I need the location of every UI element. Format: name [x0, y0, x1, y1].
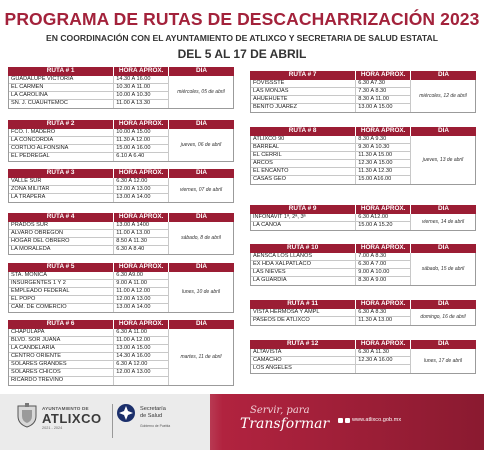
route-body [8, 129, 234, 162]
place-cell: EL CERRIL [251, 152, 356, 159]
dia-header: DIA [411, 71, 476, 80]
hora-header: HORA APROX. [114, 169, 168, 178]
place-cell: LA GUARDIA [251, 277, 356, 285]
time-cell: 15.00 A16.00 [358, 176, 392, 183]
route-header [8, 169, 234, 178]
table-row [251, 269, 410, 277]
place-cell: CÁM. DE COMERCIO [9, 304, 114, 312]
route-block [8, 169, 234, 203]
route-name: RUTA # 7 [250, 71, 355, 80]
route-body [250, 214, 476, 231]
day-cell: domingo, 16 de abril [410, 309, 475, 325]
place-cell: AENSCA LOS LLANOS [251, 253, 356, 260]
table-row [9, 230, 168, 238]
footer-divider [112, 404, 113, 438]
route-header [8, 213, 234, 222]
dia-header: DIA [169, 169, 234, 178]
table-row [9, 272, 168, 280]
salud-logo-icon [116, 403, 136, 423]
place-cell: PRADOS SUR [9, 222, 114, 229]
place-cell: EL POPO [9, 296, 114, 303]
time-cell: 10.30 A 11.00 [116, 84, 151, 90]
route-block [250, 71, 476, 113]
dia-header: DIA [169, 213, 234, 222]
table-row [9, 361, 168, 369]
time-cell: 6.30 A 12.00 [116, 361, 148, 367]
route-body [250, 253, 476, 286]
time-cell: 12.00 A 13.00 [116, 296, 151, 302]
table-row [9, 186, 168, 194]
table-row [251, 104, 410, 112]
route-header [250, 300, 476, 309]
table-row [251, 309, 410, 317]
table-row [251, 96, 410, 104]
table-row [9, 345, 168, 353]
date-range: DEL 5 AL 17 DE ABRIL [177, 47, 307, 61]
table-row [9, 194, 168, 202]
route-name: RUTA # 8 [250, 127, 355, 136]
place-cell: LA CANOA [251, 222, 356, 230]
route-block [8, 67, 234, 109]
time-cell: 8.30 A 9.00 [358, 277, 387, 284]
table-row [251, 349, 410, 357]
place-cell: FCO. I. MADERO [9, 129, 114, 136]
hora-header: HORA APROX. [356, 127, 410, 136]
place-cell: CENTRO ORIENTE [9, 353, 114, 360]
table-row [9, 84, 168, 92]
time-cell: 7.30 A 8.30 [358, 88, 387, 94]
route-name: RUTA # 5 [8, 263, 113, 272]
table-row [251, 168, 410, 176]
time-cell: 13.00 A 15.00 [116, 345, 151, 351]
route-block [250, 244, 476, 286]
hora-header: HORA APROX. [356, 244, 410, 253]
route-header [8, 67, 234, 76]
place-cell: LA CONCORDIA [9, 137, 114, 144]
time-cell: 12.00 A 13.00 [116, 369, 151, 375]
route-block [8, 213, 234, 255]
time-cell: 14.30 A 16.00 [116, 76, 151, 82]
time-cell: 10.00 A 10.30 [116, 92, 151, 98]
route-body [250, 349, 476, 374]
time-cell: 6.30 A 7.00 [358, 261, 387, 267]
place-cell: CAMACHO [251, 357, 356, 364]
place-cell: LAS NIEVES [251, 269, 356, 276]
time-cell [356, 365, 410, 373]
place-cell: RICARDO TREVIÑO [9, 377, 114, 385]
dia-header: DIA [411, 244, 476, 253]
dia-header: DIA [169, 263, 234, 272]
place-cell: SOLARES GRANDES [9, 361, 114, 368]
table-row [9, 92, 168, 100]
route-name: RUTA # 2 [8, 120, 113, 129]
table-row [9, 145, 168, 153]
table-row [9, 337, 168, 345]
dia-header: DIA [169, 120, 234, 129]
place-cell: EL ENCANTO [251, 168, 356, 175]
route-block [250, 127, 476, 185]
time-cell: 6.30 A7.30 [358, 80, 386, 86]
time-cell: 11.30 A 12.00 [116, 137, 151, 143]
time-cell: 11.00 A 13.30 [116, 100, 151, 107]
place-cell: ÁLVARO OBREGÓN [9, 230, 114, 237]
dia-header: DIA [169, 67, 234, 76]
day-cell: jueves, 06 de abril [168, 129, 233, 161]
gobierno-puebla-label: Gobierno de Puebla [140, 424, 171, 428]
place-cell: EL CARMEN [9, 84, 114, 91]
time-cell: 9.00 A 10.00 [358, 269, 390, 275]
route-header [250, 205, 476, 214]
page-subtitle: EN COORDINACIÓN CON EL AYUNTAMIENTO DE ATLIXCO Y SECRETARIA DE SALUD ESTATAL [46, 33, 438, 43]
day-cell: jueves, 13 de abril [410, 136, 475, 184]
table-row [9, 329, 168, 337]
route-body [250, 309, 476, 326]
route-header [8, 320, 234, 329]
time-cell: 11.00 A 13.00 [116, 230, 151, 236]
route-name: RUTA # 6 [8, 320, 113, 329]
place-cell: LA CAROLINA [9, 92, 114, 99]
time-cell: 12.30 A 15.00 [358, 160, 393, 166]
dia-header: DIA [169, 320, 234, 329]
place-cell: STA. MÓNICA [9, 272, 114, 279]
time-cell: 11.30 A 15.00 [358, 152, 393, 158]
route-block [8, 320, 234, 386]
route-body [8, 329, 234, 386]
table-row [9, 222, 168, 230]
place-cell: GUADALUPE VICTORIA [9, 76, 114, 83]
dia-header: DIA [411, 205, 476, 214]
table-row [251, 365, 410, 373]
table-row [9, 296, 168, 304]
dia-header: DIA [411, 127, 476, 136]
day-cell: lunes, 10 de abril [168, 272, 233, 312]
time-cell: 15.00 A 16.00 [116, 145, 151, 151]
day-cell: martes, 11 de abril [168, 329, 233, 385]
table-row [251, 176, 410, 184]
day-cell: miércoles, 05 de abril [168, 76, 233, 108]
hora-header: HORA APROX. [356, 71, 410, 80]
place-cell: EL PEDREGAL [9, 153, 114, 161]
time-cell [114, 377, 168, 385]
table-row [251, 317, 410, 325]
time-cell: 11.30 A 12.30 [358, 168, 393, 174]
secretaria-text: Secretaría [140, 406, 166, 412]
hora-header: HORA APROX. [356, 205, 410, 214]
table-row [251, 88, 410, 96]
footer-banner [0, 394, 484, 450]
route-block [8, 263, 234, 313]
term-years: 2021 - 2024 [42, 426, 63, 430]
route-name: RUTA # 10 [250, 244, 355, 253]
place-cell: LA MORALEDA [9, 246, 114, 254]
hora-header: HORA APROX. [114, 320, 168, 329]
website-link[interactable]: www.atlixco.gob.mx [352, 417, 402, 423]
table-row [251, 357, 410, 365]
table-row [9, 178, 168, 186]
route-header [250, 340, 476, 349]
route-body [8, 178, 234, 203]
table-row [9, 238, 168, 246]
place-cell: AHUEHUETE [251, 96, 356, 103]
place-cell: HOGAR DEL OBRERO [9, 238, 114, 245]
hora-header: HORA APROX. [114, 263, 168, 272]
route-header [8, 263, 234, 272]
time-cell: 6.30 A12.00 [358, 214, 389, 220]
dia-header: DIA [411, 300, 476, 309]
table-row [9, 288, 168, 296]
day-cell: miércoles, 12 de abril [410, 80, 475, 112]
time-cell: 9.00 A 11.00 [116, 280, 147, 286]
route-body [250, 80, 476, 113]
time-cell: 12.00 A 13.00 [116, 186, 151, 192]
time-cell: 12.30 A 16.00 [358, 357, 393, 363]
place-cell: BLVD. SOR JUANA [9, 337, 114, 344]
table-row [9, 137, 168, 145]
route-block [8, 120, 234, 162]
place-cell: FOVISSSTE [251, 80, 356, 87]
table-row [9, 369, 168, 377]
place-cell: SN. J. CUAUHTEMOC [9, 100, 114, 108]
time-cell: 13.00 A 1400 [116, 222, 149, 228]
table-row [9, 377, 168, 385]
place-cell: VISTA HERMOSA Y AMPL [251, 309, 356, 316]
table-row [9, 129, 168, 137]
route-name: RUTA # 11 [250, 300, 355, 309]
route-block [250, 340, 476, 374]
time-cell: 11.00 A 12.00 [116, 288, 151, 294]
place-cell: CHAPULAPA [9, 329, 114, 336]
place-cell: LAS MONJAS [251, 88, 356, 95]
route-body [8, 76, 234, 109]
place-cell: SOLARES CHICOS [9, 369, 114, 376]
time-cell: 11.30 A 13.00 [358, 317, 393, 324]
table-row [251, 277, 410, 285]
time-cell: 9.30 A 10.30 [358, 144, 390, 150]
twitter-icon [345, 418, 350, 423]
route-name: RUTA # 3 [8, 169, 113, 178]
time-cell: 11.00 A 12.00 [116, 337, 151, 343]
place-cell: ALTAVISTA [251, 349, 356, 356]
day-cell: viernes, 14 de abril [410, 214, 475, 230]
time-cell: 7.00 A 8.30 [358, 253, 387, 259]
route-header [250, 244, 476, 253]
day-cell: sábado, 8 de abril [168, 222, 233, 254]
city-name: ATLIXCO [42, 411, 102, 426]
page-title: PROGRAMA DE RUTAS DE DESCACHARRIZACIÓN 2023 [4, 9, 480, 29]
route-body [250, 136, 476, 185]
table-row [251, 261, 410, 269]
hora-header: HORA APROX. [356, 300, 410, 309]
place-cell: VALLE SUR [9, 178, 114, 185]
place-cell: ATLIXCO 90 [251, 136, 356, 143]
time-cell: 13.00 A 14.00 [116, 194, 151, 201]
table-row [251, 136, 410, 144]
place-cell: INSURGENTES 1 Y 2 [9, 280, 114, 287]
dia-header: DIA [411, 340, 476, 349]
place-cell: INFONAVIT 1ª, 2ª, 3ª [251, 214, 356, 221]
place-cell: ARCOS [251, 160, 356, 167]
table-row [9, 353, 168, 361]
route-header [250, 127, 476, 136]
route-block [250, 205, 476, 231]
place-cell: BARREAL [251, 144, 356, 151]
time-cell: 10.00 A 15.00 [116, 129, 151, 135]
slogan-line-2: Transformar [240, 416, 330, 432]
time-cell: 8.30 A 11.00 [358, 96, 389, 102]
route-name: RUTA # 4 [8, 213, 113, 222]
route-header [250, 71, 476, 80]
table-row [9, 304, 168, 312]
place-cell: EX HDA XALPATLACO [251, 261, 356, 268]
time-cell: 13.00 A 15.00 [358, 104, 393, 111]
hora-header: HORA APROX. [114, 67, 168, 76]
table-row [251, 144, 410, 152]
table-row [9, 153, 168, 161]
atlixco-crest-icon [14, 402, 40, 428]
slogan-line-1: Servir, para [250, 405, 310, 416]
table-row [9, 76, 168, 84]
place-cell: PASEOS DE ATLIXCO [251, 317, 356, 325]
place-cell: CASAS GEO [251, 176, 356, 184]
time-cell: 6.10 A 6.40 [116, 153, 145, 160]
table-row [251, 253, 410, 261]
secretaria-salud-label [140, 406, 166, 419]
day-cell: lunes, 17 de abril [410, 349, 475, 373]
hora-header: HORA APROX. [114, 120, 168, 129]
time-cell: 15.00 A 15.20 [358, 222, 393, 229]
time-cell: 13.00 A 14.00 [116, 304, 151, 311]
time-cell: 8.50 A 11.30 [116, 238, 147, 244]
ayuntamiento-label: AYUNTAMIENTO DE [42, 406, 89, 411]
time-cell: 8.30 A 9.30 [358, 136, 387, 142]
route-name: RUTA # 1 [8, 67, 113, 76]
table-row [251, 152, 410, 160]
route-header [8, 120, 234, 129]
time-cell: 6.30 A 11.30 [358, 349, 389, 355]
place-cell: LA TRAPERA [9, 194, 114, 202]
hora-header: HORA APROX. [114, 213, 168, 222]
place-cell: EMPLEADO FEDERAL [9, 288, 114, 295]
time-cell: 6.30 A9.00 [116, 272, 144, 278]
time-cell: 6.30 A 8.30 [358, 309, 387, 315]
table-row [251, 160, 410, 168]
time-cell: 6.30 A 11.00 [116, 329, 147, 335]
place-cell: BENITO JUÁREZ [251, 104, 356, 112]
place-cell: ZONA MILITAR [9, 186, 114, 193]
route-name: RUTA # 12 [250, 340, 355, 349]
day-cell: sábado, 15 de abril [410, 253, 475, 285]
route-body [8, 222, 234, 255]
time-cell: 6.30 A 8.40 [116, 246, 145, 253]
facebook-icon [338, 418, 343, 423]
route-name: RUTA # 9 [250, 205, 355, 214]
route-block [250, 300, 476, 326]
place-cell: CORTIJO ALFONSINA [9, 145, 114, 152]
time-cell: 6.30 A 12.00 [116, 178, 148, 184]
route-body [8, 272, 234, 313]
salud-text: de Salud [140, 412, 163, 419]
table-row [9, 100, 168, 108]
hora-header: HORA APROX. [356, 340, 410, 349]
time-cell: 14.30 A 16.00 [116, 353, 151, 359]
table-row [251, 80, 410, 88]
table-row [251, 214, 410, 222]
day-cell: viernes, 07 de abril [168, 178, 233, 202]
place-cell: LA CANDELARIA [9, 345, 114, 352]
table-row [9, 246, 168, 254]
table-row [251, 222, 410, 230]
table-row [9, 280, 168, 288]
place-cell: LOS ANGELES [251, 365, 356, 373]
